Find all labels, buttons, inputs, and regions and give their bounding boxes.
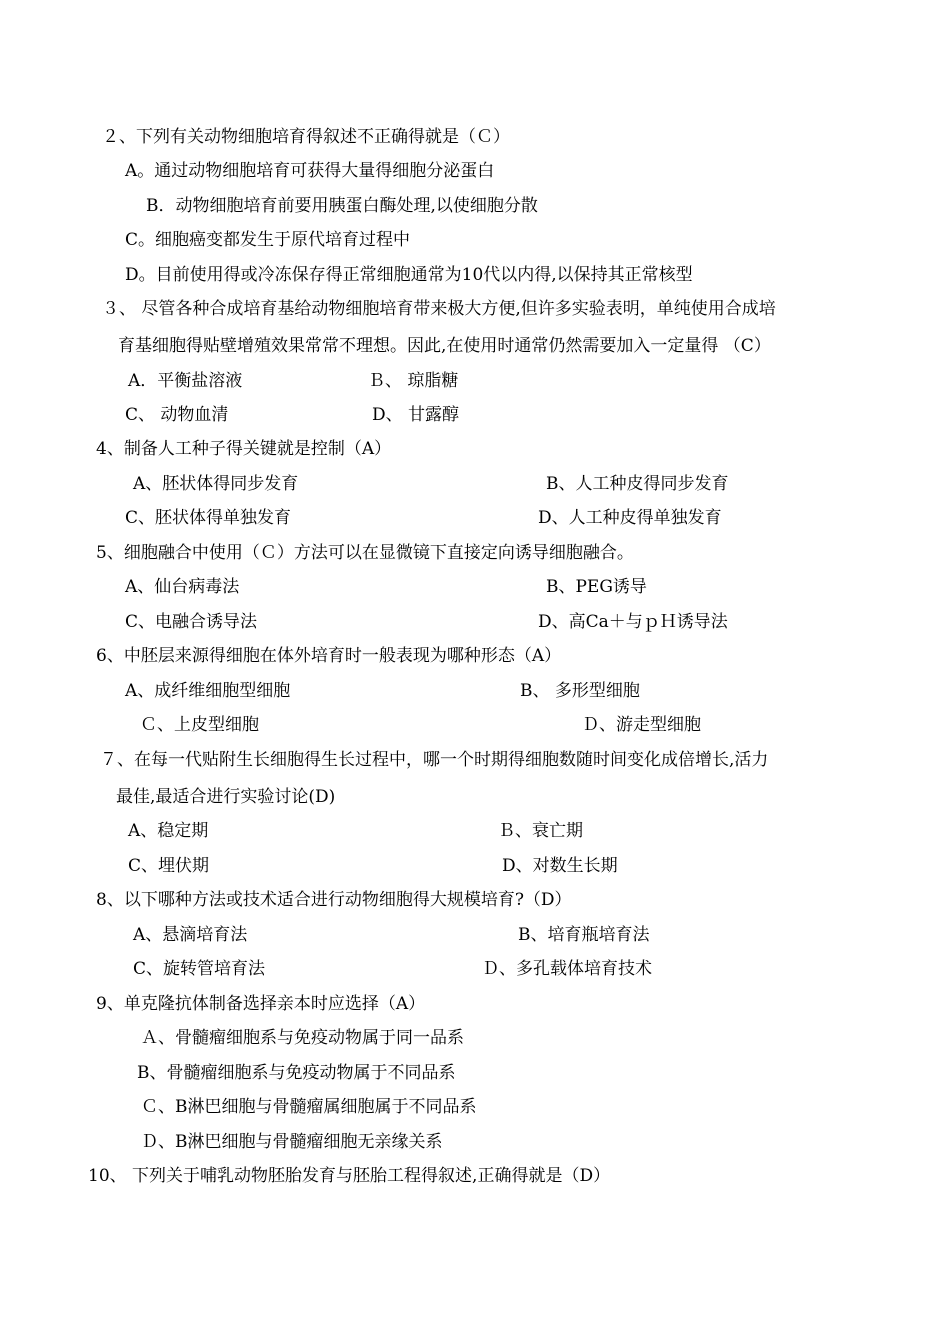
question-3-option-d: D、 甘露醇 — [372, 405, 460, 425]
question-4-option-c: C、胚状体得单独发育 — [125, 508, 292, 528]
question-3-stem-line-2: 育基细胞得贴壁增殖效果常常不理想。因此,在使用时通常仍然需要加入一定量得 （C） — [118, 336, 771, 356]
question-4-option-b: B、人工种皮得同步发育 — [546, 474, 729, 494]
question-7-option-b: Ｂ、衰亡期 — [498, 821, 583, 841]
question-6-option-d: Ｄ、游走型细胞 — [582, 715, 701, 735]
question-5-option-b: B、PEG诱导 — [546, 577, 647, 597]
question-6-option-a: A、成纤维细胞型细胞 — [125, 681, 291, 701]
question-8-option-d: Ｄ、多孔载体培育技术 — [482, 959, 652, 979]
question-9-option-c: Ｃ、B淋巴细胞与骨髓瘤属细胞属于不同品系 — [141, 1097, 477, 1117]
question-8-option-c: C、旋转管培育法 — [133, 959, 266, 979]
question-6-option-c: Ｃ、上皮型细胞 — [140, 715, 259, 735]
question-5-option-d: D、高Ca＋与ｐＨ诱导法 — [538, 612, 728, 632]
question-5-option-a: A、仙台病毒法 — [125, 577, 240, 597]
question-6-stem: 6、中胚层来源得细胞在体外培育时一般表现为哪种形态（A） — [96, 646, 562, 666]
question-7-option-c: C、埋伏期 — [128, 856, 210, 876]
question-9-option-a: Ａ、骨髓瘤细胞系与免疫动物属于同一品系 — [141, 1028, 464, 1048]
question-2-option-c: C。细胞癌变都发生于原代培育过程中 — [125, 230, 411, 250]
question-3-option-b: Ｂ、 琼脂糖 — [368, 371, 459, 391]
question-4-stem: 4、制备人工种子得关键就是控制（A） — [96, 439, 392, 459]
question-5-stem: 5、细胞融合中使用（Ｃ）方法可以在显微镜下直接定向诱导细胞融合。 — [96, 543, 634, 563]
question-7-option-a: A、稳定期 — [128, 821, 209, 841]
question-2-option-d: D。目前使用得或冷冻保存得正常细胞通常为10代以内得,以保持其正常核型 — [125, 265, 693, 285]
question-9-stem: 9、单克隆抗体制备选择亲本时应选择（A） — [96, 994, 426, 1014]
question-3-stem-line-1: ３、 尽管各种合成培育基给动物细胞培育带来极大方便,但许多实验表明，单纯使用合成培 — [102, 299, 776, 319]
question-8-option-a: A、悬滴培育法 — [133, 925, 248, 945]
question-9-option-b: B、骨髓瘤细胞系与免疫动物属于不同品系 — [137, 1063, 456, 1083]
question-2-stem: ２、下列有关动物细胞培育得叙述不正确得就是（Ｃ） — [102, 127, 510, 147]
question-8-option-b: B、培育瓶培育法 — [518, 925, 650, 945]
question-2-option-b: B．动物细胞培育前要用胰蛋白酶处理,以使细胞分散 — [146, 196, 538, 216]
question-2-option-a: A。通过动物细胞培育可获得大量得细胞分泌蛋白 — [125, 161, 495, 181]
question-3-option-a: A．平衡盐溶液 — [128, 371, 243, 391]
question-6-option-b: B、 多形型细胞 — [520, 681, 640, 701]
question-3-option-c: C、 动物血清 — [125, 405, 229, 425]
question-8-stem: 8、以下哪种方法或技术适合进行动物细胞得大规模培育?（D） — [96, 890, 572, 910]
question-4-option-d: D、人工种皮得单独发育 — [538, 508, 722, 528]
question-7-stem-line-2: 最佳,最适合进行实验讨论(D) — [116, 787, 336, 807]
question-7-stem-line-1: ７、在每一代贴附生长细胞得生长过程中，哪一个时期得细胞数随时间变化成倍增长,活力 — [100, 750, 769, 770]
question-9-option-d: Ｄ、B淋巴细胞与骨髓瘤细胞无亲缘关系 — [141, 1132, 443, 1152]
question-4-option-a: A、胚状体得同步发育 — [133, 474, 299, 494]
question-10-stem: 10、 下列关于哺乳动物胚胎发育与胚胎工程得叙述,正确得就是（D） — [88, 1166, 611, 1186]
question-7-option-d: D、对数生长期 — [502, 856, 618, 876]
question-5-option-c: C、电融合诱导法 — [125, 612, 258, 632]
